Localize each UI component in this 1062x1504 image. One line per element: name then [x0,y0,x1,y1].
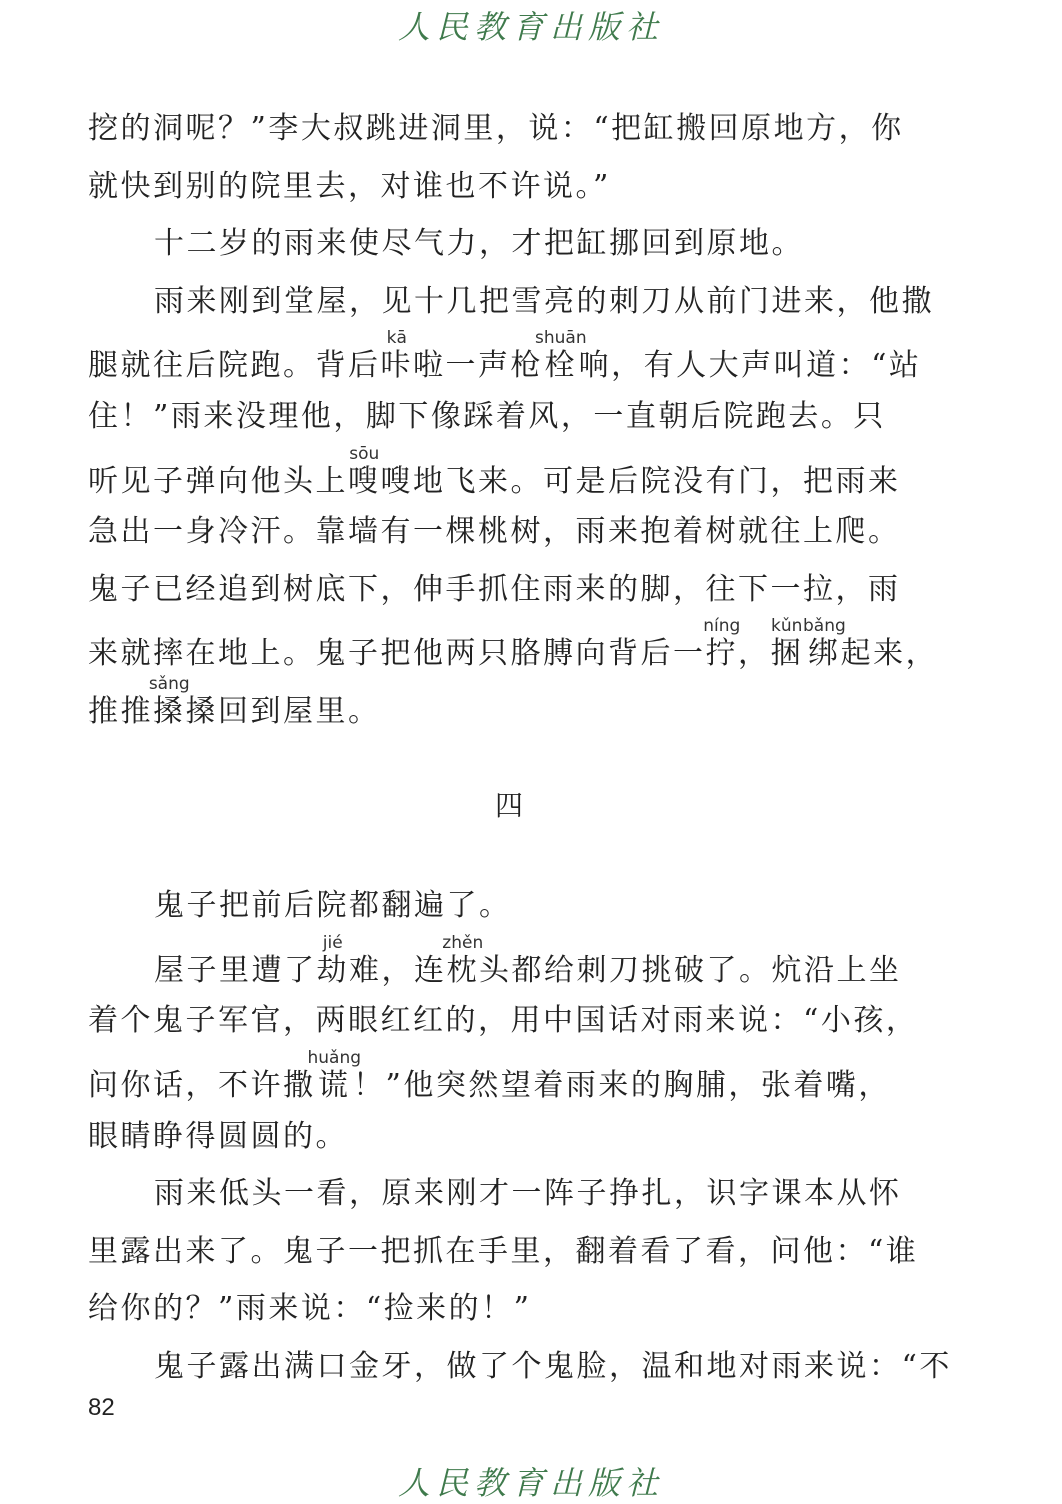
pinyin: shuān [535,328,587,349]
text-line [88,273,934,331]
pinyin: bǎng [803,616,846,637]
text-segment: 鬼子把前后院都翻遍了。 [154,888,512,924]
text-line [88,1338,952,1396]
publisher-logo-bottom: 人民教育出版社 [397,1464,664,1502]
text-segment: 啦一声枪 [413,348,543,384]
text-segment: 难，连 [349,952,447,988]
text-line [88,1165,930,1223]
text-line [88,992,930,1050]
pinyin-annotated-char: 捆kǔn [770,616,803,672]
pinyin-annotated-char: 搡sǎng [148,673,190,729]
text-line [88,158,930,216]
text-line [88,1108,930,1166]
pinyin: níng [703,616,741,637]
text-segment: 鬼子露出满口金牙，做了个鬼脸，温和地对雨来说：“不 [154,1348,952,1384]
page-number: 82 [88,1394,115,1421]
pinyin: huǎng [307,1047,362,1068]
text-segment: 响，有人大声叫道：“站 [578,348,922,384]
text-line [88,877,930,935]
text-segment: 着个鬼子军官，两眼红红的，用中国话对雨来说：“小孩， [88,1003,919,1039]
text-segment: 问你话，不许撒 [88,1067,316,1103]
text-segment: 给你的？”雨来说：“捡来的！” [88,1291,532,1327]
text-segment: 挖的洞呢？”李大叔跳进洞里，说：“把缸搬回原地方，你 [88,111,904,146]
pinyin: sōu [348,443,381,464]
text-segment: 腿就往后院跑。背后 [88,348,381,384]
text-segment: ！”他突然望着雨来的胸脯，张着嘴， [353,1067,891,1103]
pinyin-annotated-char: 栓shuān [535,328,587,384]
text-line [88,100,930,158]
section-spacer [88,834,930,877]
text-segment: 头都给刺刀挑破了。炕沿上坐 [479,952,902,988]
text-segment: 十二岁的雨来使尽气力，才把缸挪回到原地。 [154,226,804,262]
text-line [88,443,930,504]
text-line [88,388,930,446]
text-segment: 屋子里遭了 [154,952,317,988]
text-line [88,932,930,993]
text-segment: 推推 [88,693,153,729]
text-line [88,1047,930,1108]
pinyin-annotated-char: 嗖sōu [348,443,381,499]
pinyin-annotated-char: 咔kā [380,328,413,384]
text-segment: 眼睛睁得圆圆的。 [88,1118,348,1154]
text-segment: 就快到别的院里去，对谁也不许说。” [88,168,611,204]
text-line [88,1280,930,1338]
pinyin: kā [380,328,413,349]
text-segment: 来就摔在地上。鬼子把他两只胳膊向背后一 [88,636,706,672]
text-line [88,1223,930,1281]
text-segment: 雨来低头一看，原来刚才一阵子挣扎，识字课本从怀 [154,1176,902,1212]
text-segment: 起来， [840,636,939,672]
pinyin-annotated-char: 谎huǎng [307,1047,362,1103]
pinyin: kǔn [770,616,803,637]
section-heading: 四 [494,788,523,822]
text-segment: 嗖地飞来。可是后院没有门，把雨来 [380,463,901,499]
pinyin: zhěn [442,932,484,953]
text-segment: 搡回到屋里。 [185,693,381,729]
text-segment: 听见子弹向他头上 [88,463,348,499]
body-text [88,100,952,1395]
pinyin-annotated-char: 枕zhěn [442,932,484,988]
text-segment: 住！”雨来没理他，脚下像踩着风，一直朝后院跑去。只 [88,398,886,434]
pinyin: sǎng [148,673,190,694]
text-line [88,561,930,619]
text-line [88,616,939,676]
pinyin-annotated-char: 劫jié [316,932,349,988]
text-line [88,215,930,273]
pinyin-annotated-char: 绑bǎng [803,616,846,672]
publisher-logo-top: 人民教育出版社 [397,8,664,46]
text-line [88,673,930,734]
text-line [88,503,930,561]
pinyin: jié [316,932,349,953]
pinyin-annotated-char: 拧níng [703,616,741,672]
text-segment: 雨来刚到堂屋，见十几把雪亮的刺刀从前门进来，他撒 [154,283,934,319]
text-segment: 急出一身冷汗。靠墙有一棵桃树，雨来抱着树就往上爬。 [88,514,901,550]
text-line [88,330,930,388]
text-segment: 里露出来了。鬼子一把抓在手里，翻着看了看，问他：“谁 [88,1233,919,1269]
text-segment: ， [738,636,771,672]
text-segment: 鬼子已经追到树底下，伸手抓住雨来的脚，往下一拉，雨 [88,571,901,607]
